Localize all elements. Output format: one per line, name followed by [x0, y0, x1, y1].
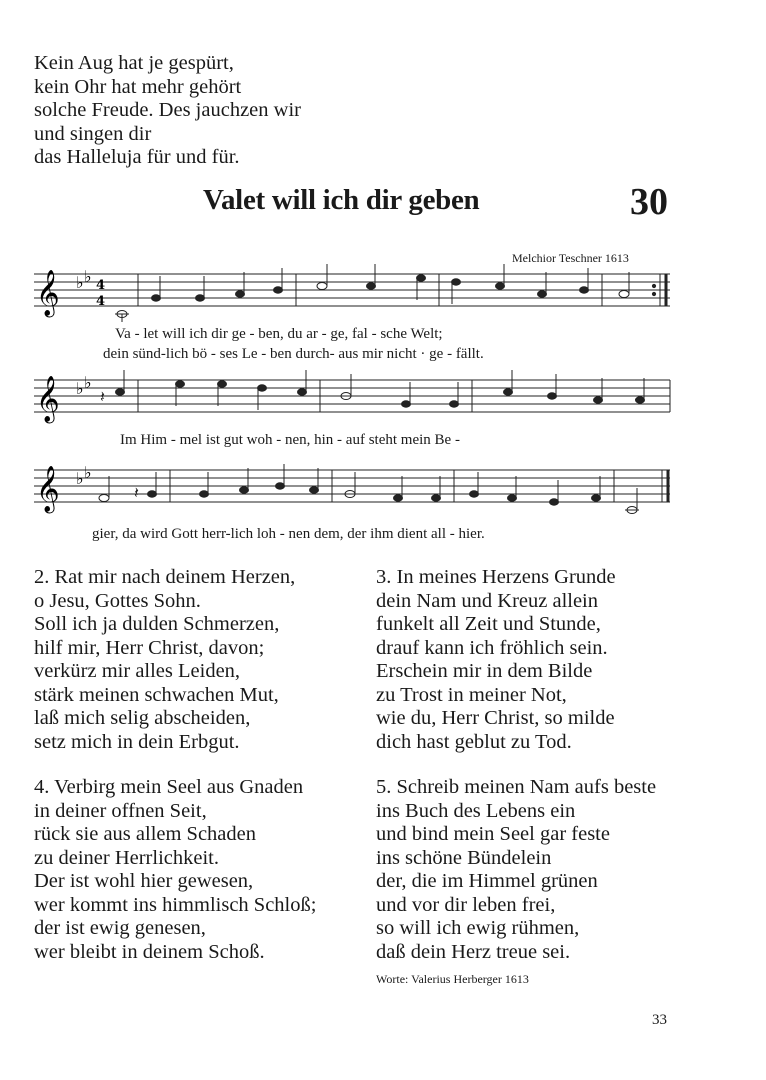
verse-line: Schreib meinen Nam aufs beste [396, 776, 657, 798]
verse-line: Verbirg mein Seel aus Gnaden [54, 776, 304, 798]
lyrics-line: Va - let will ich dir ge - ben, du ar - ge, fal - sche Welt; [115, 326, 443, 342]
verse-line: o Jesu, Gottes Sohn. [34, 589, 201, 612]
verse-line: Rat mir nach deinem Herzen, [54, 566, 296, 588]
hymn-number: 30 [630, 181, 668, 223]
verse-number: 3. [376, 566, 392, 588]
verse-line: stärk meinen schwachen Mut, [34, 683, 279, 706]
verse-line: so will ich ewig rühmen, [376, 917, 580, 939]
text-credit: Worte: Valerius Herberger 1613 [376, 972, 529, 986]
verse-line: ins Buch des Lebens ein [376, 799, 576, 822]
treble-clef-icon: 𝄞 [36, 466, 60, 512]
verse-line: wer kommt ins himmlisch Schloß; [34, 893, 317, 916]
verse-2 [34, 566, 295, 754]
verse-line: zu Trost in meiner Not, [376, 683, 567, 706]
verse-line: Erschein mir in dem Bilde [376, 660, 593, 682]
verse-line: Kein Aug hat je gespürt, [34, 52, 234, 74]
lyrics-line: Im Him - mel ist gut woh - nen, hin - auf steht mein Be - [120, 432, 460, 448]
page-number: 33 [652, 1012, 667, 1028]
verse-line: zu deiner Herrlichkeit. [34, 846, 219, 869]
verse-4 [34, 776, 316, 964]
verse-line: der ist ewig genesen, [34, 917, 206, 939]
verse-number: 2. [34, 566, 50, 588]
verse-line: dich hast geblut zu Tod. [376, 730, 572, 753]
verse-line: und vor dir leben frei, [376, 893, 556, 916]
verse-3 [376, 566, 616, 754]
verse-line: kein Ohr hat mehr gehört [34, 75, 242, 98]
lyrics-line: gier, da wird Gott herr-lich loh - nen dem, der ihm dient all - hier. [92, 526, 485, 542]
notes [99, 464, 668, 514]
flat-icon: ♭ [84, 267, 92, 286]
verse-line: und bind mein Seel gar feste [376, 823, 610, 845]
verse-line: verkürz mir alles Leiden, [34, 660, 241, 682]
lyrics-line: dein sünd-lich bö - ses Le - ben durch- aus mir nicht · ge - fällt. [103, 346, 484, 362]
flat-icon: ♭ [76, 469, 84, 488]
verse-line: solche Freude. Des jauchzen wir [34, 99, 301, 121]
treble-clef-icon: 𝄞 [36, 376, 60, 422]
verse-line: setz mich in dein Erbgut. [34, 730, 240, 753]
verse-line: hilf mir, Herr Christ, davon; [34, 636, 265, 659]
notes [100, 370, 670, 412]
flat-icon: ♭ [84, 373, 92, 392]
composer-credit: Melchior Teschner 1613 [512, 251, 629, 265]
verse-line: drauf kann ich fröhlich sein. [376, 636, 608, 659]
rest-icon: 𝄽 [100, 387, 105, 406]
verse-line: das Halleluja für und für. [34, 146, 240, 168]
flat-icon: ♭ [76, 379, 84, 398]
verse-line: laß mich selig abscheiden, [34, 707, 251, 729]
flat-icon: ♭ [76, 273, 84, 292]
previous-verse [34, 52, 301, 170]
verse-line: funkelt all Zeit und Stunde, [376, 613, 601, 635]
verse-line: in deiner offnen Seit, [34, 799, 207, 822]
verse-line: Soll ich ja dulden Schmerzen, [34, 613, 280, 635]
verse-line: wer bleibt in deinem Schoß. [34, 940, 265, 963]
time-signature-bottom: 4 [96, 294, 106, 309]
verse-line: rück sie aus allem Schaden [34, 823, 257, 845]
verse-line: der, die im Himmel grünen [376, 870, 598, 892]
verse-number: 5. [376, 776, 392, 798]
verse-line: Der ist wohl hier gewesen, [34, 870, 254, 892]
rest-icon: 𝄽 [134, 483, 139, 502]
hymn-title: Valet will ich dir geben [203, 184, 480, 216]
verse-line: dein Nam und Kreuz allein [376, 589, 599, 612]
time-signature-top: 4 [96, 278, 106, 293]
treble-clef-icon: 𝄞 [36, 270, 60, 316]
flat-icon: ♭ [84, 463, 92, 482]
notes [115, 264, 666, 322]
verse-line: In meines Herzens Grunde [396, 566, 616, 588]
verse-line: ins schöne Bündelein [376, 846, 552, 869]
verse-number: 4. [34, 776, 50, 798]
verse-5 [376, 776, 656, 964]
verse-line: und singen dir [34, 122, 152, 145]
verse-line: wie du, Herr Christ, so milde [376, 707, 615, 729]
verse-line: daß dein Herz treue sei. [376, 940, 571, 963]
